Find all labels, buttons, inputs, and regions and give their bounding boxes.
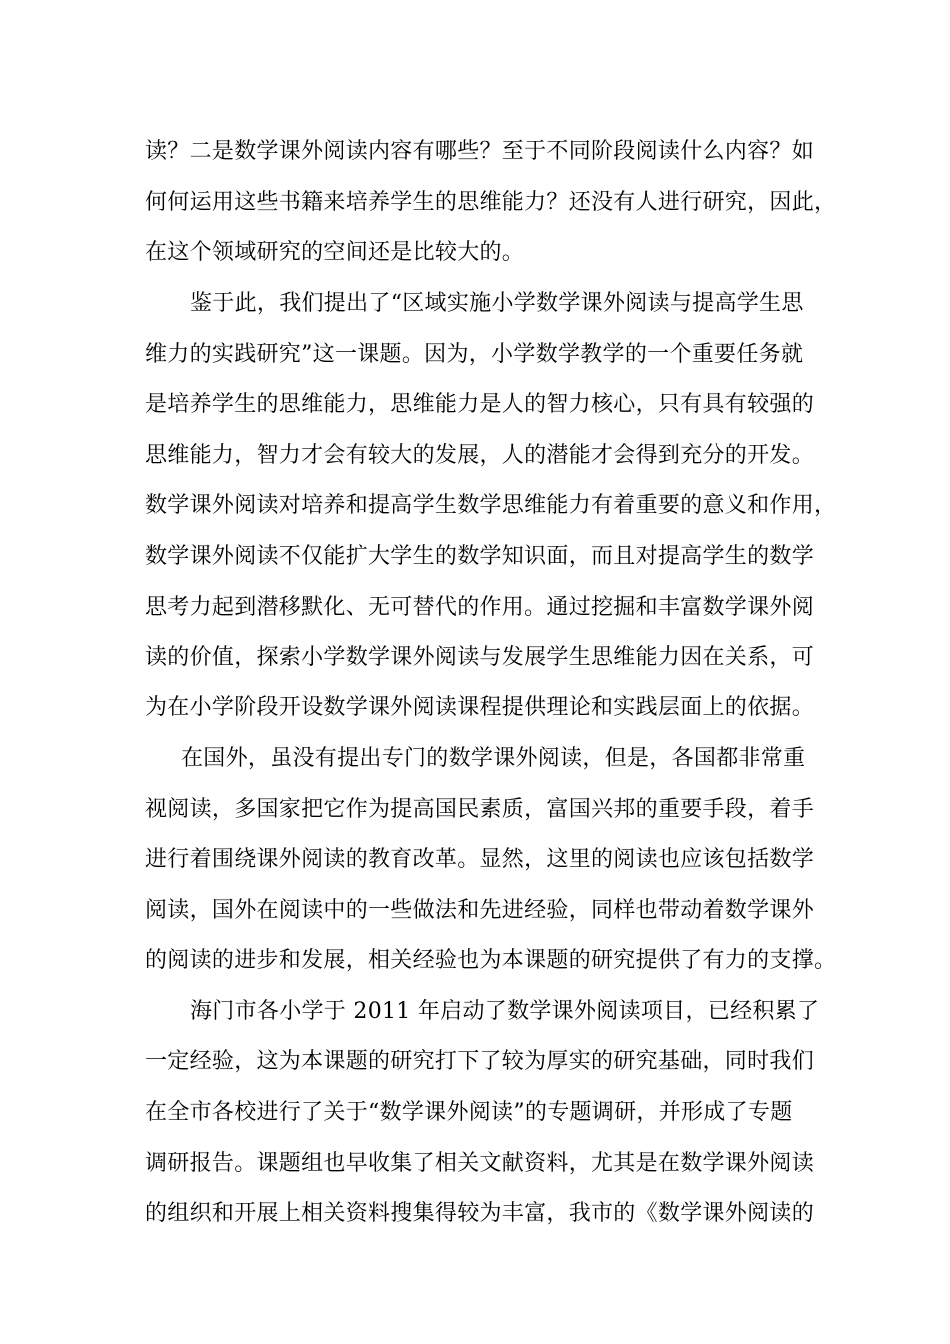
- text-line: 的阅读的进步和发展，相关经验也为本课题的研究提供了有力的支撑。: [145, 948, 837, 973]
- text-line: 在国外，虽没有提出专门的数学课外阅读，但是，各国都非常重: [181, 746, 806, 771]
- text-line: 维力的实践研究”这一课题。因为，小学数学教学的一个重要任务就: [145, 342, 804, 367]
- text-line: 海门市各小学于 2011 年启动了数学课外阅读项目，已经积累了: [190, 999, 820, 1024]
- text-line: 视阅读，多国家把它作为提高国民素质，富国兴邦的重要手段，着手: [145, 797, 815, 822]
- text-line: 是培养学生的思维能力，思维能力是人的智力核心，只有具有较强的: [145, 392, 815, 417]
- text-line: 何何运用这些书籍来培养学生的思维能力？还没有人进行研究，因此，: [145, 190, 837, 215]
- text-line: 读？二是数学课外阅读内容有哪些？至于不同阶段阅读什么内容？如: [145, 139, 815, 164]
- text-line: 一定经验，这为本课题的研究打下了较为厚实的研究基础，同时我们: [145, 1049, 815, 1074]
- text-line: 思考力起到潜移默化、无可替代的作用。通过挖掘和丰富数学课外阅: [145, 595, 815, 620]
- text-line: 思维能力，智力才会有较大的发展，人的潜能才会得到充分的开发。: [145, 443, 815, 468]
- text-line: 在全市各校进行了关于“数学课外阅读”的专题调研，并形成了专题: [145, 1100, 793, 1125]
- text-line: 在这个领域研究的空间还是比较大的。: [145, 240, 525, 265]
- text-line: 调研报告。课题组也早收集了相关文献资料，尤其是在数学课外阅读: [145, 1151, 815, 1176]
- text-line: 为在小学阶段开设数学课外阅读课程提供理论和实践层面上的依据。: [145, 695, 815, 720]
- text-line: 进行着围绕课外阅读的教育改革。显然，这里的阅读也应该包括数学: [145, 847, 815, 872]
- text-line: 读的价值，探索小学数学课外阅读与发展学生思维能力因在关系，可: [145, 645, 815, 670]
- text-line: 的组织和开展上相关资料搜集得较为丰富，我市的《数学课外阅读的: [145, 1201, 815, 1226]
- text-line: 数学课外阅读不仅能扩大学生的数学知识面，而且对提高学生的数学: [145, 544, 815, 569]
- text-line: 阅读，国外在阅读中的一些做法和先进经验，同样也带动着数学课外: [145, 898, 815, 923]
- text-line: 数学课外阅读对培养和提高学生数学思维能力有着重要的意义和作用，: [145, 493, 837, 518]
- text-line: 鉴于此，我们提出了“区域实施小学数学课外阅读与提高学生思: [190, 291, 804, 316]
